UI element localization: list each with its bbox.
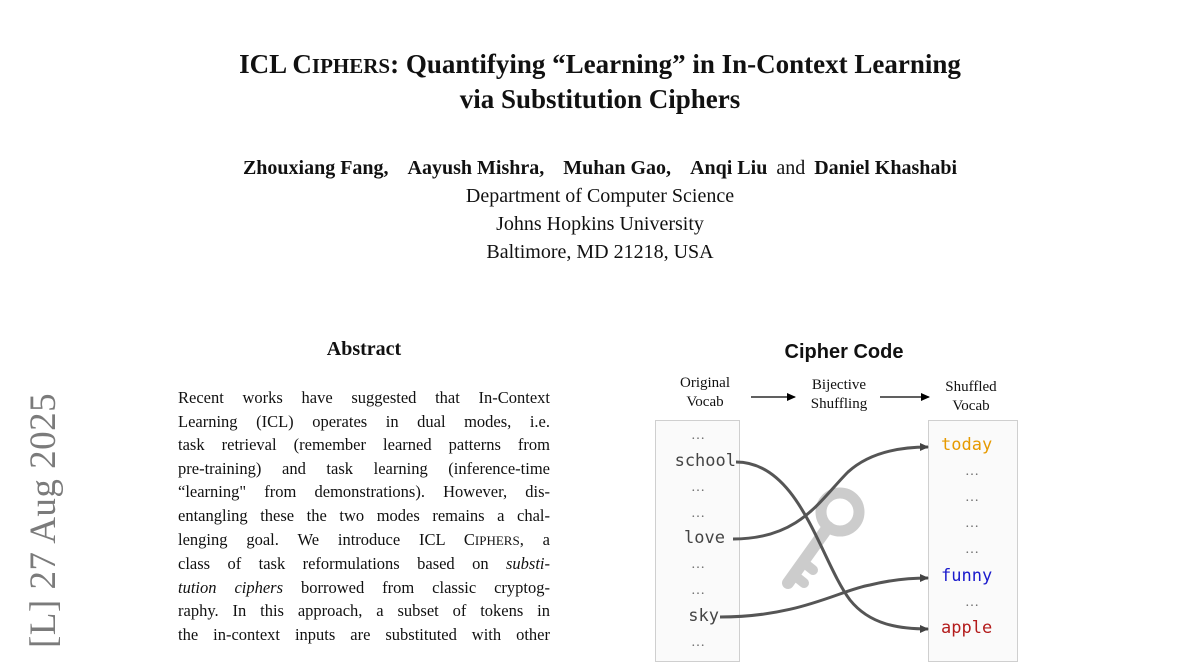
author-name: Anqi Liu xyxy=(690,157,768,179)
arxiv-stamp: [L] 27 Aug 2025 xyxy=(23,392,64,648)
author-name: Zhouxiang Fang, xyxy=(242,157,389,179)
figure-title: Cipher Code xyxy=(784,341,904,363)
title-line-2: via Substitution Ciphers xyxy=(459,84,741,114)
original-token: sky xyxy=(688,606,719,626)
mapping-sky-to-funny xyxy=(720,578,928,617)
ellipsis: … xyxy=(691,635,705,650)
abstract-line: task retrieval (remember learned patterns from xyxy=(178,435,550,455)
abstract-line: “learning" from demonstrations). However, dis- xyxy=(178,482,550,502)
abstract-line: Recent works have suggested that In-Context xyxy=(178,388,550,407)
ellipsis: … xyxy=(691,480,705,495)
abstract-line: entangling these the two modes remains a chal- xyxy=(178,505,550,525)
ellipsis: … xyxy=(965,490,979,505)
abstract-line: lenging goal. We introduce ICL CIPHERS, a xyxy=(178,529,550,549)
author-name: Daniel Khashabi xyxy=(814,157,958,179)
ellipsis: … xyxy=(691,557,705,572)
abstract-line: the in-context inputs are substituted with other xyxy=(178,624,550,644)
author-name: Aayush Mishra, xyxy=(407,157,545,179)
ellipsis: … xyxy=(965,595,979,610)
mapping-school-to-apple xyxy=(736,462,928,629)
affiliation-line: Johns Hopkins University xyxy=(496,213,704,235)
abstract-heading: Abstract xyxy=(326,338,402,360)
abstract-line: Learning (ICL) operates in dual modes, i.e. xyxy=(178,411,550,431)
author-name: Muhan Gao, xyxy=(563,157,672,179)
title-line-1: ICL CIPHERS: Quantifying “Learning” in In-Context Learning xyxy=(239,49,961,79)
original-token: school xyxy=(674,451,736,471)
label-shuffled-vocab: Shuffled Vocab xyxy=(945,379,997,414)
affiliation-line: Department of Computer Science xyxy=(465,185,735,207)
abstract-line: pre-training) and task learning (inference-time xyxy=(178,458,550,478)
shuffled-token-apple: apple xyxy=(941,618,993,638)
ellipsis: … xyxy=(691,583,705,598)
shuffled-token-funny: funny xyxy=(941,566,993,586)
label-bijective-shuffling: Bijective Shuffling xyxy=(810,377,868,412)
ellipsis: … xyxy=(691,506,705,521)
abstract-line: tution ciphers borrowed from classic cryptog- xyxy=(178,577,550,597)
abstract-line: raphy. In this approach, a subset of tokens in xyxy=(178,601,550,621)
affiliation-line: Baltimore, MD 21218, USA xyxy=(486,241,714,263)
label-original-vocab: Original Vocab xyxy=(680,375,730,410)
abstract-line: class of task reformulations based on substi- xyxy=(178,554,550,574)
ellipsis: … xyxy=(691,428,705,443)
author-conjunction: and xyxy=(776,157,806,179)
shuffled-token-today: today xyxy=(941,435,993,455)
ellipsis: … xyxy=(965,516,979,531)
ellipsis: … xyxy=(965,464,979,479)
ellipsis: … xyxy=(965,542,979,557)
original-token: love xyxy=(684,528,725,548)
